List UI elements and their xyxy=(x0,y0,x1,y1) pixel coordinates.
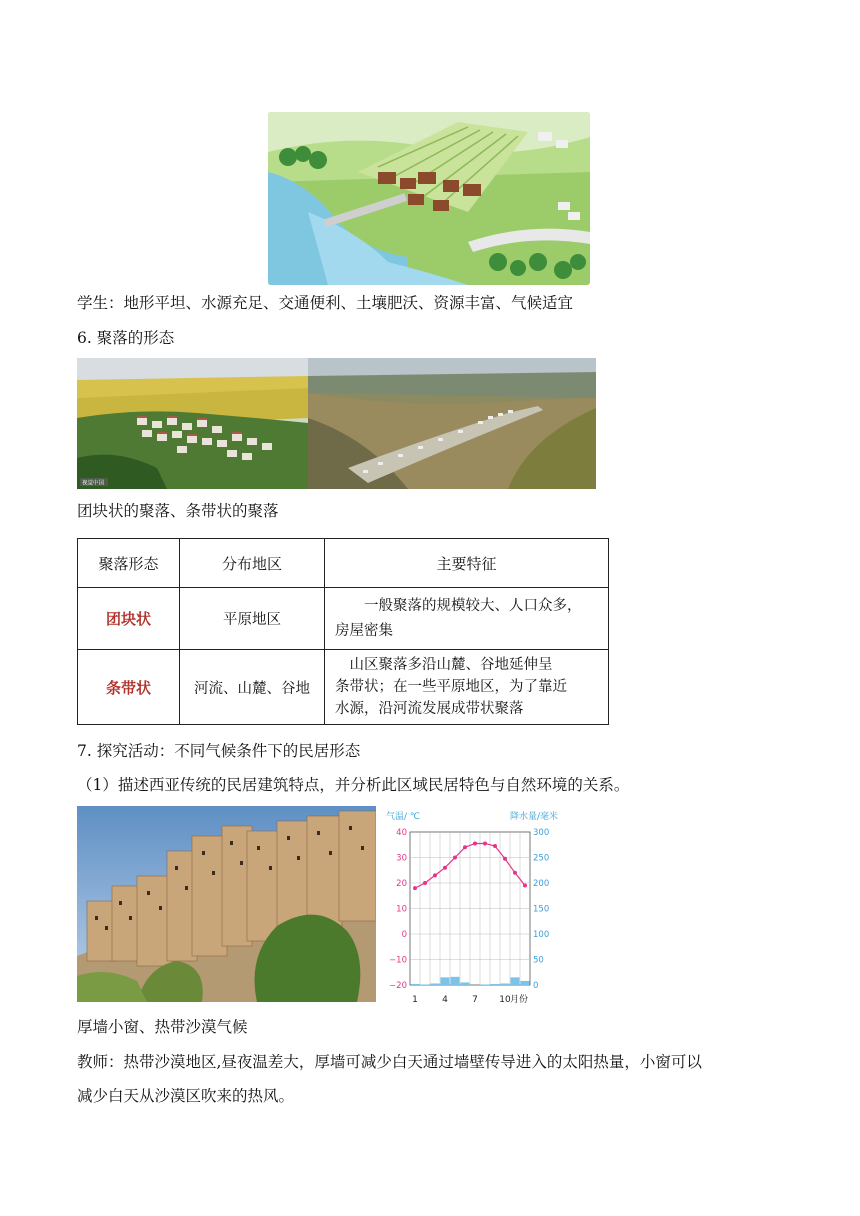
left-tick-label: 30 xyxy=(396,853,407,864)
feature-line: 条带状；在一些平原地区，为了靠近 xyxy=(335,679,567,695)
student-answer: 学生：地形平坦、水源充足、交通便利、土壤肥沃、资源丰富、气候适宜 xyxy=(77,294,574,312)
right-tick-label: 250 xyxy=(533,853,550,864)
photo-watermark: 视觉中国 xyxy=(82,480,105,487)
left-tick-label: 0 xyxy=(401,930,407,940)
feature-line: 山区聚落多沿山麓、谷地延伸呈 xyxy=(349,657,553,673)
temperature-point xyxy=(513,871,517,875)
table-row xyxy=(78,650,609,725)
left-tick-label: −10 xyxy=(389,955,407,966)
settlement-illustration xyxy=(268,112,590,285)
right-axis-label: 降水量/毫米 xyxy=(509,812,558,822)
right-axis-ticks xyxy=(533,828,549,991)
x-axis-ticks xyxy=(412,995,511,1005)
strip-settlement-photo xyxy=(308,358,596,489)
right-tick-label: 150 xyxy=(533,904,550,915)
temperature-point xyxy=(443,866,447,870)
temperature-point xyxy=(503,857,507,861)
temperature-point xyxy=(473,841,477,845)
temperature-point xyxy=(523,884,527,888)
x-axis-label: 月份 xyxy=(510,995,529,1005)
right-tick-label: 200 xyxy=(533,879,550,889)
chart-grid xyxy=(410,832,530,985)
photos-caption: 团块状的聚落、条带状的聚落 xyxy=(77,502,279,520)
temperature-point xyxy=(463,845,467,849)
section-6-heading: 6. 聚落的形态 xyxy=(77,329,175,347)
left-tick-label: 20 xyxy=(396,879,407,889)
climate-chart xyxy=(382,806,562,1006)
right-tick-label: 50 xyxy=(533,955,544,966)
left-tick-label: 40 xyxy=(396,828,407,838)
feature-line: 一般聚落的规模较大、人口众多， xyxy=(364,597,582,614)
teacher-explanation-line-2: 减少白天从沙漠区吹来的热风。 xyxy=(77,1087,295,1105)
x-tick-label: 1 xyxy=(412,995,418,1005)
west-asia-dwelling-photo xyxy=(77,806,376,1002)
question-1: （1）描述西亚传统的民居建筑特点，并分析此区域民居特色与自然环境的关系。 xyxy=(77,776,630,794)
clustered-settlement-photo xyxy=(77,358,308,489)
left-axis-ticks xyxy=(389,828,407,991)
right-tick-label: 0 xyxy=(533,981,539,991)
precipitation-bar xyxy=(521,981,530,985)
right-tick-label: 100 xyxy=(533,930,550,940)
section-7-heading: 7. 探究活动：不同气候条件下的民居形态 xyxy=(77,742,361,760)
table-header: 分布地区 xyxy=(180,539,325,588)
temperature-point xyxy=(483,841,487,845)
feature-line: 水源，沿河流发展成带状聚落 xyxy=(335,701,524,717)
region-cell: 河流、山麓、谷地 xyxy=(180,650,325,725)
settlement-form-cell: 团块状 xyxy=(78,588,180,650)
temperature-point xyxy=(413,886,417,890)
temperature-point xyxy=(493,844,497,848)
x-tick-label: 7 xyxy=(472,995,478,1005)
temperature-point xyxy=(453,856,457,860)
settlement-form-cell: 条带状 xyxy=(78,650,180,725)
precipitation-bar xyxy=(511,977,520,985)
settlement-forms-table xyxy=(77,538,609,725)
x-tick-label: 4 xyxy=(442,995,448,1005)
temperature-point xyxy=(423,881,427,885)
precipitation-bar xyxy=(501,983,510,985)
left-axis-label: 气温/ ℃ xyxy=(386,812,421,822)
precipitation-bar xyxy=(491,984,500,985)
left-tick-label: −20 xyxy=(389,981,407,991)
photo-caption-2: 厚墙小窗、热带沙漠气候 xyxy=(77,1018,248,1036)
table-row xyxy=(78,588,609,650)
precipitation-bar xyxy=(421,984,430,985)
left-tick-label: 10 xyxy=(396,904,407,915)
precipitation-bar xyxy=(481,984,490,985)
precipitation-bar xyxy=(411,984,420,985)
table-header: 主要特征 xyxy=(325,539,609,588)
table-header: 聚落形态 xyxy=(78,539,180,588)
precipitation-bar xyxy=(461,982,470,985)
temperature-point xyxy=(433,873,437,877)
feature-line: 房屋密集 xyxy=(335,622,393,639)
region-cell: 平原地区 xyxy=(180,588,325,650)
feature-cell xyxy=(325,588,609,650)
table-header-row xyxy=(78,539,609,588)
feature-cell xyxy=(325,650,609,725)
right-tick-label: 300 xyxy=(533,828,550,838)
precipitation-bar xyxy=(431,983,440,985)
x-tick-label: 10 xyxy=(499,995,511,1005)
teacher-explanation-line-1: 教师：热带沙漠地区,昼夜温差大，厚墙可减少白天通过墙壁传导进入的太阳热量，小窗可以 xyxy=(77,1053,702,1071)
precipitation-bar xyxy=(451,977,460,985)
precipitation-bar xyxy=(441,977,450,985)
